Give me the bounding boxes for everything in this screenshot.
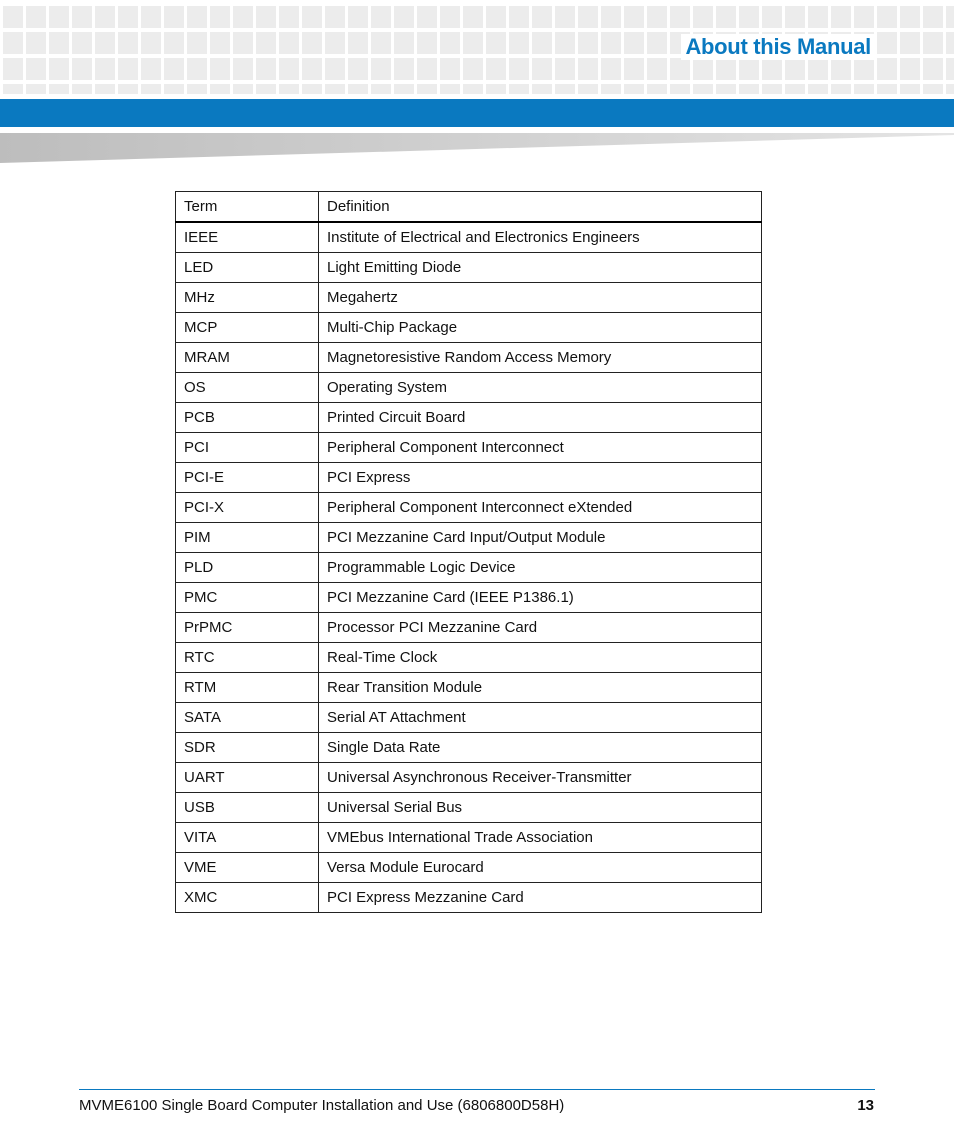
term-cell: MRAM [176, 343, 319, 373]
definition-cell: Programmable Logic Device [319, 553, 762, 583]
definition-cell: Universal Serial Bus [319, 793, 762, 823]
definition-cell: Serial AT Attachment [319, 703, 762, 733]
table-row [176, 313, 762, 343]
column-header-term: Term [176, 192, 319, 223]
term-cell: RTC [176, 643, 319, 673]
definition-cell: PCI Mezzanine Card Input/Output Module [319, 523, 762, 553]
term-cell: PrPMC [176, 613, 319, 643]
table-row [176, 643, 762, 673]
term-cell: PCI [176, 433, 319, 463]
table-row [176, 222, 762, 253]
term-cell: SDR [176, 733, 319, 763]
term-cell: OS [176, 373, 319, 403]
term-cell: SATA [176, 703, 319, 733]
table-row [176, 433, 762, 463]
definition-cell: Real-Time Clock [319, 643, 762, 673]
term-cell: IEEE [176, 222, 319, 253]
table-row [176, 493, 762, 523]
definition-cell: Magnetoresistive Random Access Memory [319, 343, 762, 373]
table-header-row [176, 192, 762, 223]
glossary-table [175, 191, 762, 913]
table-row [176, 733, 762, 763]
table-row [176, 463, 762, 493]
term-cell: VME [176, 853, 319, 883]
definition-cell: Rear Transition Module [319, 673, 762, 703]
term-cell: MCP [176, 313, 319, 343]
definition-cell: Institute of Electrical and Electronics Engineers [319, 222, 762, 253]
definition-cell: PCI Express [319, 463, 762, 493]
term-cell: XMC [176, 883, 319, 913]
table-row [176, 553, 762, 583]
page-number: 13 [857, 1097, 874, 1114]
definition-cell: Single Data Rate [319, 733, 762, 763]
table-row [176, 523, 762, 553]
definition-cell: Megahertz [319, 283, 762, 313]
term-cell: MHz [176, 283, 319, 313]
table-row [176, 343, 762, 373]
term-cell: PCI-X [176, 493, 319, 523]
table-row [176, 373, 762, 403]
footer-rule [79, 1089, 875, 1090]
definition-cell: Printed Circuit Board [319, 403, 762, 433]
term-cell: PCI-E [176, 463, 319, 493]
definition-cell: Universal Asynchronous Receiver-Transmitter [319, 763, 762, 793]
term-cell: PMC [176, 583, 319, 613]
table-row [176, 403, 762, 433]
definition-cell: Multi-Chip Package [319, 313, 762, 343]
header-blue-band [0, 99, 954, 127]
table-row [176, 793, 762, 823]
definition-cell: Light Emitting Diode [319, 253, 762, 283]
definition-cell: Peripheral Component Interconnect eXtended [319, 493, 762, 523]
table-row [176, 823, 762, 853]
term-cell: PCB [176, 403, 319, 433]
page-title: About this Manual [681, 34, 875, 60]
definition-cell: Peripheral Component Interconnect [319, 433, 762, 463]
table-row [176, 283, 762, 313]
table-row [176, 703, 762, 733]
term-cell: UART [176, 763, 319, 793]
footer-document-title: MVME6100 Single Board Computer Installation and Use (6806800D58H) [79, 1097, 565, 1114]
table-row [176, 673, 762, 703]
table-body [176, 222, 762, 913]
table-row [176, 583, 762, 613]
definition-cell: Processor PCI Mezzanine Card [319, 613, 762, 643]
term-cell: PLD [176, 553, 319, 583]
table-row [176, 853, 762, 883]
table-row [176, 613, 762, 643]
table-row [176, 763, 762, 793]
table-row [176, 883, 762, 913]
term-cell: RTM [176, 673, 319, 703]
definition-cell: PCI Mezzanine Card (IEEE P1386.1) [319, 583, 762, 613]
header-gray-wedge [0, 133, 954, 163]
term-cell: VITA [176, 823, 319, 853]
definition-cell: PCI Express Mezzanine Card [319, 883, 762, 913]
column-header-definition: Definition [319, 192, 762, 223]
definition-cell: Operating System [319, 373, 762, 403]
definition-cell: Versa Module Eurocard [319, 853, 762, 883]
definition-cell: VMEbus International Trade Association [319, 823, 762, 853]
term-cell: LED [176, 253, 319, 283]
table-row [176, 253, 762, 283]
term-cell: PIM [176, 523, 319, 553]
term-cell: USB [176, 793, 319, 823]
